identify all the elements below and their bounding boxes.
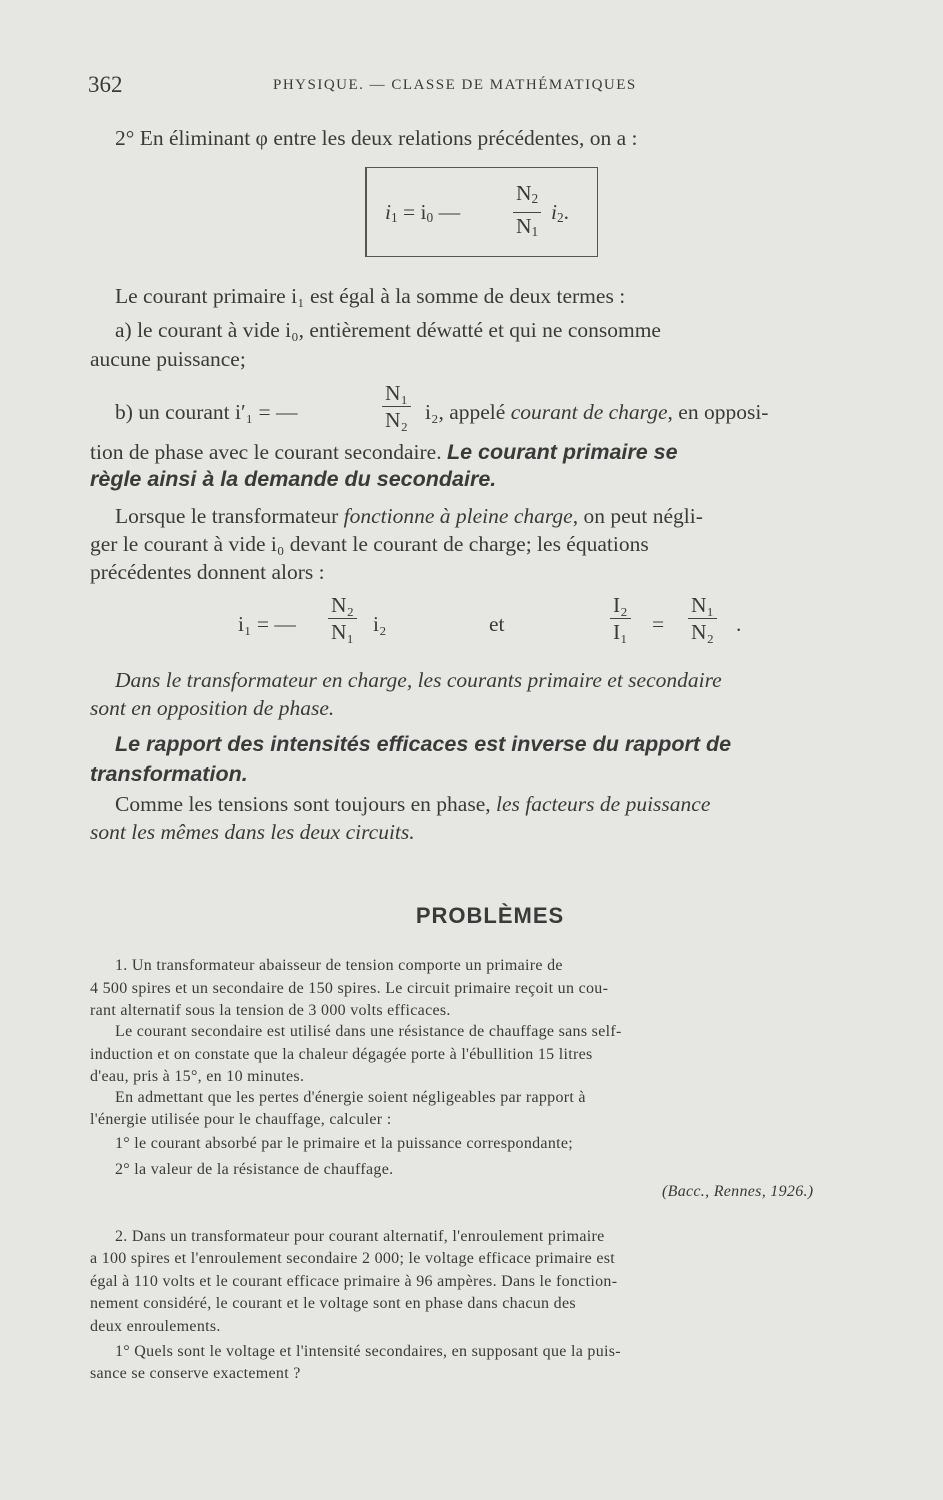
- problem1-line-2: 4 500 spires et un secondaire de 150 spires. Le circuit primaire reçoit un cou-: [90, 980, 609, 997]
- eq1-left: $i_1 = i_0$ —: [385, 200, 461, 225]
- problem1-source: (Bacc., Rennes, 1926.): [662, 1183, 814, 1200]
- problem2-line-5: deux enroulements.: [90, 1318, 221, 1335]
- eq1-fraction: $\frac{N_2}{N_1}$: [513, 180, 541, 245]
- problem2-line-4: nement considéré, le courant et le voltage sont en phase dans chacun des: [90, 1295, 576, 1312]
- text-line-12: Le rapport des intensités efficaces est inverse du rapport de: [115, 732, 732, 756]
- text-line-5: tion de phase avec le courant secondaire. Le courant primaire se: [90, 440, 678, 464]
- boxed-equation: [365, 167, 598, 257]
- text-line-11: sont en opposition de phase.: [90, 696, 335, 720]
- problem1-line-4: Le courant secondaire est utilisé dans une résistance de chauffage sans self-: [115, 1023, 622, 1040]
- problem1-line-9: 1° le courant absorbé par le primaire et la puissance correspondante;: [115, 1135, 574, 1152]
- eq2-left: i₁ = —: [238, 612, 296, 636]
- eq2-equals: =: [652, 612, 665, 636]
- eq1-right: $i_2$.: [551, 200, 570, 225]
- problem1-line-3: rant alternatif sous la tension de 3 000 volts efficaces.: [90, 1002, 451, 1019]
- problem2-line-6: 1° Quels sont le voltage et l'intensité secondaires, en supposant que la puis-: [115, 1343, 621, 1360]
- text-line-7: Lorsque le transformateur fonctionne à pleine charge, on peut négli-: [115, 504, 703, 528]
- text-line-14: Comme les tensions sont toujours en phase, les facteurs de puissance: [115, 792, 711, 816]
- fraction-n1-n2: $\frac{\text{N₁}}{\text{N₂}}$: [382, 380, 411, 433]
- problem1-line-6: d'eau, pris à 15°, en 10 minutes.: [90, 1068, 305, 1085]
- text-line-1: Le courant primaire i₁ est égal à la somme de deux termes :: [115, 284, 626, 308]
- eq2-dot: .: [736, 612, 742, 636]
- problem2-line-2: a 100 spires et l'enroulement secondaire 2 000; le voltage efficace primaire est: [90, 1250, 616, 1267]
- page-header: [88, 72, 868, 102]
- problem2-line-3: égal à 110 volts et le courant efficace primaire à 96 ampères. Dans le fonction-: [90, 1273, 618, 1290]
- problem1-line-5: induction et on constate que la chaleur dégagée porte à l'ébullition 15 litres: [90, 1046, 593, 1063]
- eq2-right: i₂: [373, 612, 387, 636]
- text-line-8: ger le courant à vide i₀ devant le courant de charge; les équations: [90, 532, 649, 556]
- fraction-n2-n1: $\frac{\text{N₂}}{\text{N₁}}$: [328, 592, 357, 645]
- problem1-line-1: 1. Un transformateur abaisseur de tension comporte un primaire de: [115, 957, 563, 974]
- problem1-line-10: 2° la valeur de la résistance de chauffage.: [115, 1161, 394, 1178]
- fraction-i2-i1: $\frac{\text{I₂}}{\text{I₁}}$: [610, 592, 631, 645]
- text-line-2: a) le courant à vide i₀, entièrement déwatté et qui ne consomme: [115, 318, 661, 342]
- problem2-line-7: sance se conserve exactement ?: [90, 1365, 301, 1382]
- text-line-3: aucune puissance;: [90, 347, 246, 371]
- fraction-n1-n2-b: $\frac{\text{N₁}}{\text{N₂}}$: [688, 592, 717, 645]
- page-number: 362: [88, 72, 123, 97]
- problems-heading: PROBLÈMES: [415, 903, 565, 928]
- problem2-line-1: 2. Dans un transformateur pour courant alternatif, l'enroulement primaire: [115, 1228, 605, 1245]
- text-line-10: Dans le transformateur en charge, les courants primaire et secondaire: [115, 668, 722, 692]
- text-line-6: règle ainsi à la demande du secondaire.: [90, 467, 497, 491]
- text-line-4a: b) un courant i′₁ = —: [115, 400, 298, 424]
- intro-line: 2° En éliminant φ entre les deux relations précédentes, on a :: [115, 126, 638, 150]
- text-line-13: transformation.: [90, 762, 248, 786]
- problem1-line-8: l'énergie utilisée pour le chauffage, calculer :: [90, 1111, 392, 1128]
- eq2-et: et: [489, 612, 505, 636]
- running-title: PHYSIQUE. — CLASSE DE MATHÉMATIQUES: [273, 77, 637, 93]
- text-line-4b: i₂, appelé courant de charge, en opposi-: [425, 400, 769, 424]
- text-line-15: sont les mêmes dans les deux circuits.: [90, 820, 415, 844]
- problem1-line-7: En admettant que les pertes d'énergie soient négligeables par rapport à: [115, 1089, 586, 1106]
- text-line-9: précédentes donnent alors :: [90, 560, 325, 584]
